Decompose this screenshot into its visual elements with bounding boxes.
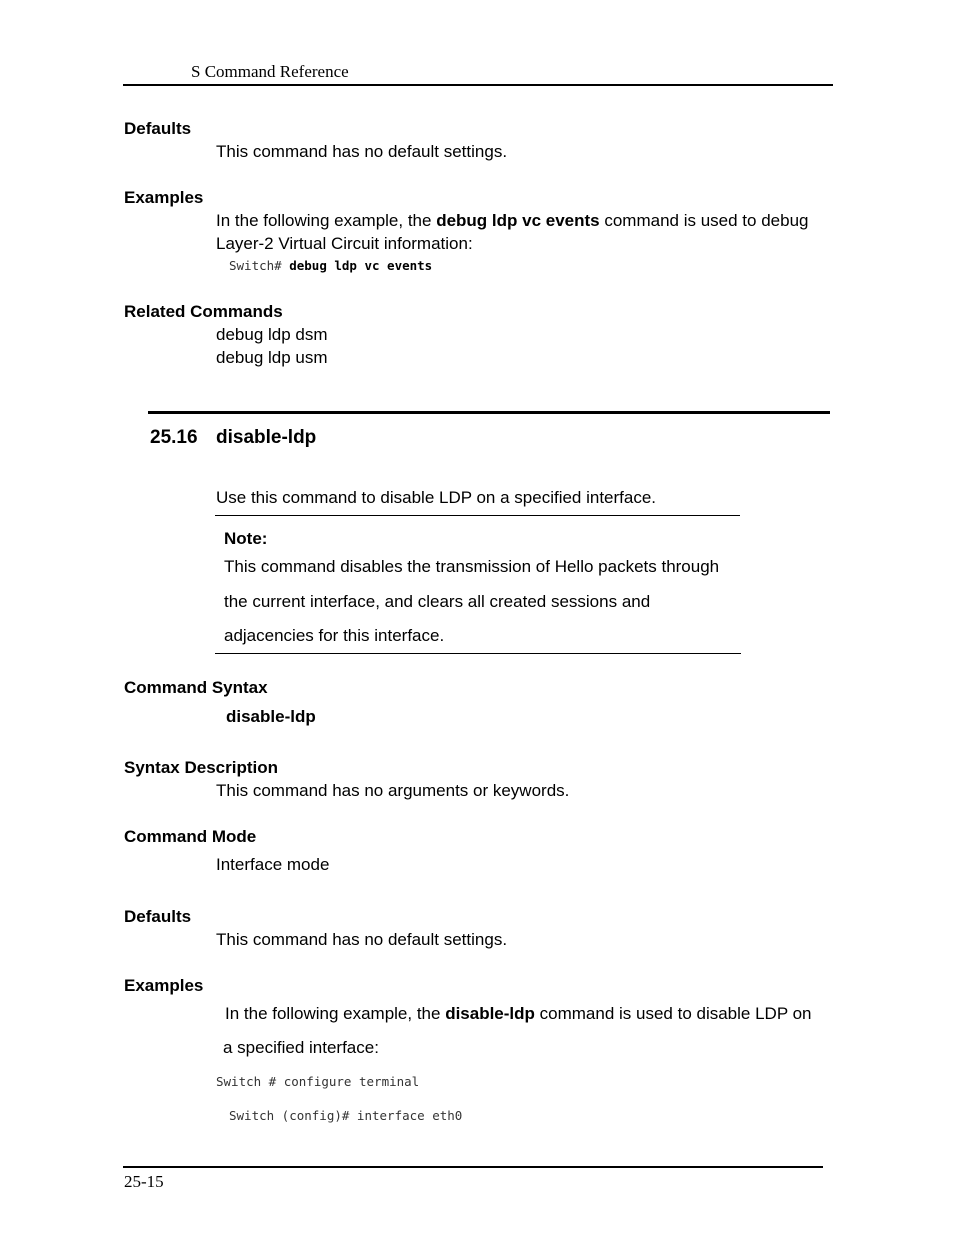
examples-heading: Examples <box>124 188 204 207</box>
syntax-description-text: This command has no arguments or keywords. <box>216 781 570 800</box>
defaults-text: This command has no default settings. <box>216 142 508 161</box>
footer-rule <box>123 1166 823 1168</box>
related-command-item: debug ldp usm <box>216 348 328 367</box>
command-mode-heading: Command Mode <box>124 827 257 846</box>
example-paragraph-line2: Layer-2 Virtual Circuit information: <box>216 234 473 253</box>
command-syntax-heading: Command Syntax <box>124 678 268 697</box>
related-commands-heading: Related Commands <box>124 302 283 321</box>
defaults-heading: Defaults <box>124 119 192 138</box>
defaults-text: This command has no default settings. <box>216 930 508 949</box>
note-line: This command disables the transmission of Hello packets through <box>224 557 720 576</box>
command-syntax: disable-ldp <box>226 707 316 726</box>
defaults-heading: Defaults <box>124 907 192 926</box>
section-number: 25.16 <box>150 427 198 448</box>
running-header: S Command Reference <box>191 62 349 81</box>
examples-heading: Examples <box>124 976 204 995</box>
syntax-description-heading: Syntax Description <box>124 758 278 777</box>
example-paragraph-line2: a specified interface: <box>223 1038 379 1057</box>
note-line: the current interface, and clears all created sessions and <box>224 592 651 611</box>
code-line: Switch (config)# interface eth0 <box>229 1108 463 1123</box>
section-intro: Use this command to disable LDP on a specified interface. <box>216 488 657 507</box>
page-number: 25-15 <box>124 1172 164 1191</box>
related-command-item: debug ldp dsm <box>216 325 328 344</box>
note-bottom-rule <box>215 653 741 654</box>
example-paragraph-line1: In the following example, the debug ldp vc events command is used to debug <box>216 211 809 230</box>
section-title: disable-ldp <box>216 427 317 448</box>
note-top-rule <box>215 515 740 516</box>
code-example: Switch# debug ldp vc events <box>229 258 433 273</box>
command-mode-text: Interface mode <box>216 855 330 874</box>
note-line: adjacencies for this interface. <box>224 626 445 645</box>
example-paragraph-line1: In the following example, the disable-ldp command is used to disable LDP on <box>225 1004 812 1023</box>
note-label: Note: <box>224 529 268 548</box>
section-rule <box>148 411 830 414</box>
code-line: Switch # configure terminal <box>216 1074 420 1089</box>
header-rule <box>123 84 833 86</box>
